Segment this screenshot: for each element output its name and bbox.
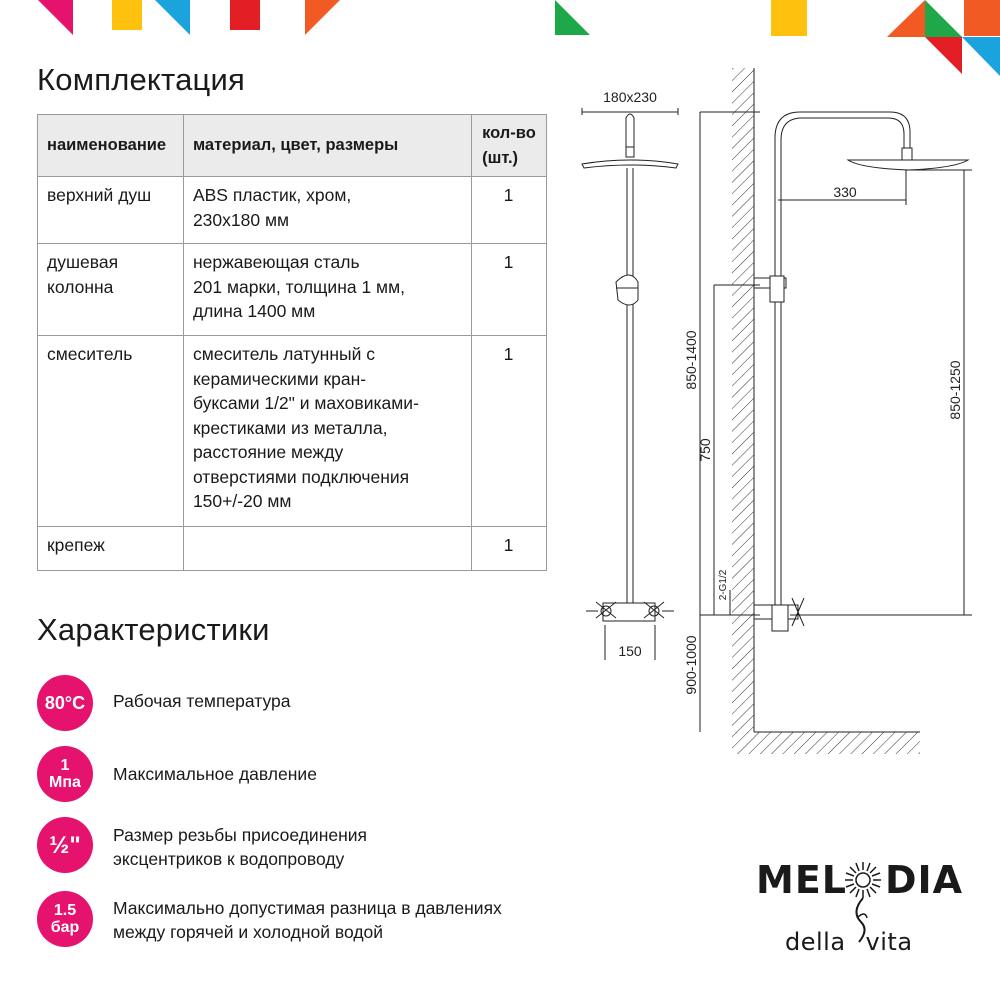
dim-floor-height: 900-1000	[683, 635, 699, 695]
row-desc: смеситель латунный с керамическими кран- буксами 1/2" и маховиками- крестиками из металла, расстояние между отверстиями подключения 150+/-20 мм	[183, 336, 471, 527]
dim-mixer-width: 150	[618, 643, 642, 659]
row-name: смеситель	[38, 336, 184, 527]
spec-text: Размер резьбы присоединения эксцентриков к водопроводу	[113, 825, 368, 869]
spec-text: Рабочая температура	[113, 691, 291, 711]
spec-item-pressure-diff	[37, 891, 637, 947]
thread-badge: ½"	[37, 817, 93, 873]
row-qty: 1	[472, 244, 547, 336]
table-row	[38, 527, 547, 571]
deco-green-triangle	[555, 0, 590, 35]
spec-text: Максимально допустимая разница в давлениях между горячей и холодной водой	[113, 898, 502, 942]
row-qty: 1	[472, 177, 547, 244]
deco-yellow-square	[112, 0, 142, 30]
header-qty: кол-во (шт.)	[472, 115, 547, 177]
spec-text: Максимальное давление	[113, 764, 317, 784]
pressure-diff-badge: 1.5 бар	[37, 891, 93, 947]
deco-blue-triangle	[155, 0, 190, 35]
deco-orange-triangle	[305, 0, 340, 35]
row-desc	[183, 527, 471, 571]
row-qty: 1	[472, 527, 547, 571]
wall	[732, 68, 920, 754]
row-desc: ABS пластик, хром, 230х180 мм	[183, 177, 471, 244]
dim-head-size: 180x230	[603, 89, 657, 105]
spec-item-pressure	[37, 746, 637, 802]
dim-slider-height: 750	[697, 438, 713, 462]
dim-height-total: 850-1400	[683, 330, 699, 390]
technical-drawing	[560, 60, 1000, 780]
deco-orange-square	[964, 0, 1000, 36]
row-desc: нержавеющая сталь 201 марки, толщина 1 мм, длина 1400 мм	[183, 244, 471, 336]
spec-item-temperature	[37, 675, 637, 731]
deco-yellow-square-2	[771, 0, 807, 36]
logo-part: MEL	[756, 858, 847, 902]
logo-part: DIA	[885, 858, 964, 902]
table-row	[38, 244, 547, 336]
specs-title: Характеристики	[37, 612, 270, 647]
row-name: верхний душ	[38, 177, 184, 244]
kit-title: Комплектация	[37, 62, 245, 97]
front-view	[582, 108, 678, 660]
logo-part: della	[785, 928, 846, 956]
dim-thread: 2-G1/2	[718, 569, 729, 601]
deco-orange-triangle-2	[887, 0, 925, 37]
deco-pink-triangle	[38, 0, 73, 35]
logo-part: vita	[865, 928, 913, 956]
kit-table	[37, 114, 547, 571]
dim-arm-length: 330	[833, 184, 857, 200]
deco-red-square	[230, 0, 260, 30]
temperature-badge: 80°C	[37, 675, 93, 731]
header-name: наименование	[38, 115, 184, 177]
spec-item-thread	[37, 817, 637, 873]
row-qty: 1	[472, 336, 547, 527]
table-header-row	[38, 115, 547, 177]
table-row	[38, 177, 547, 244]
dim-height-right: 850-1250	[947, 360, 963, 420]
pressure-badge: 1 Мпа	[37, 746, 93, 802]
table-row	[38, 336, 547, 527]
row-name: душевая колонна	[38, 244, 184, 336]
row-name: крепеж	[38, 527, 184, 571]
deco-green-triangle-2	[925, 0, 962, 37]
header-material: материал, цвет, размеры	[183, 115, 471, 177]
